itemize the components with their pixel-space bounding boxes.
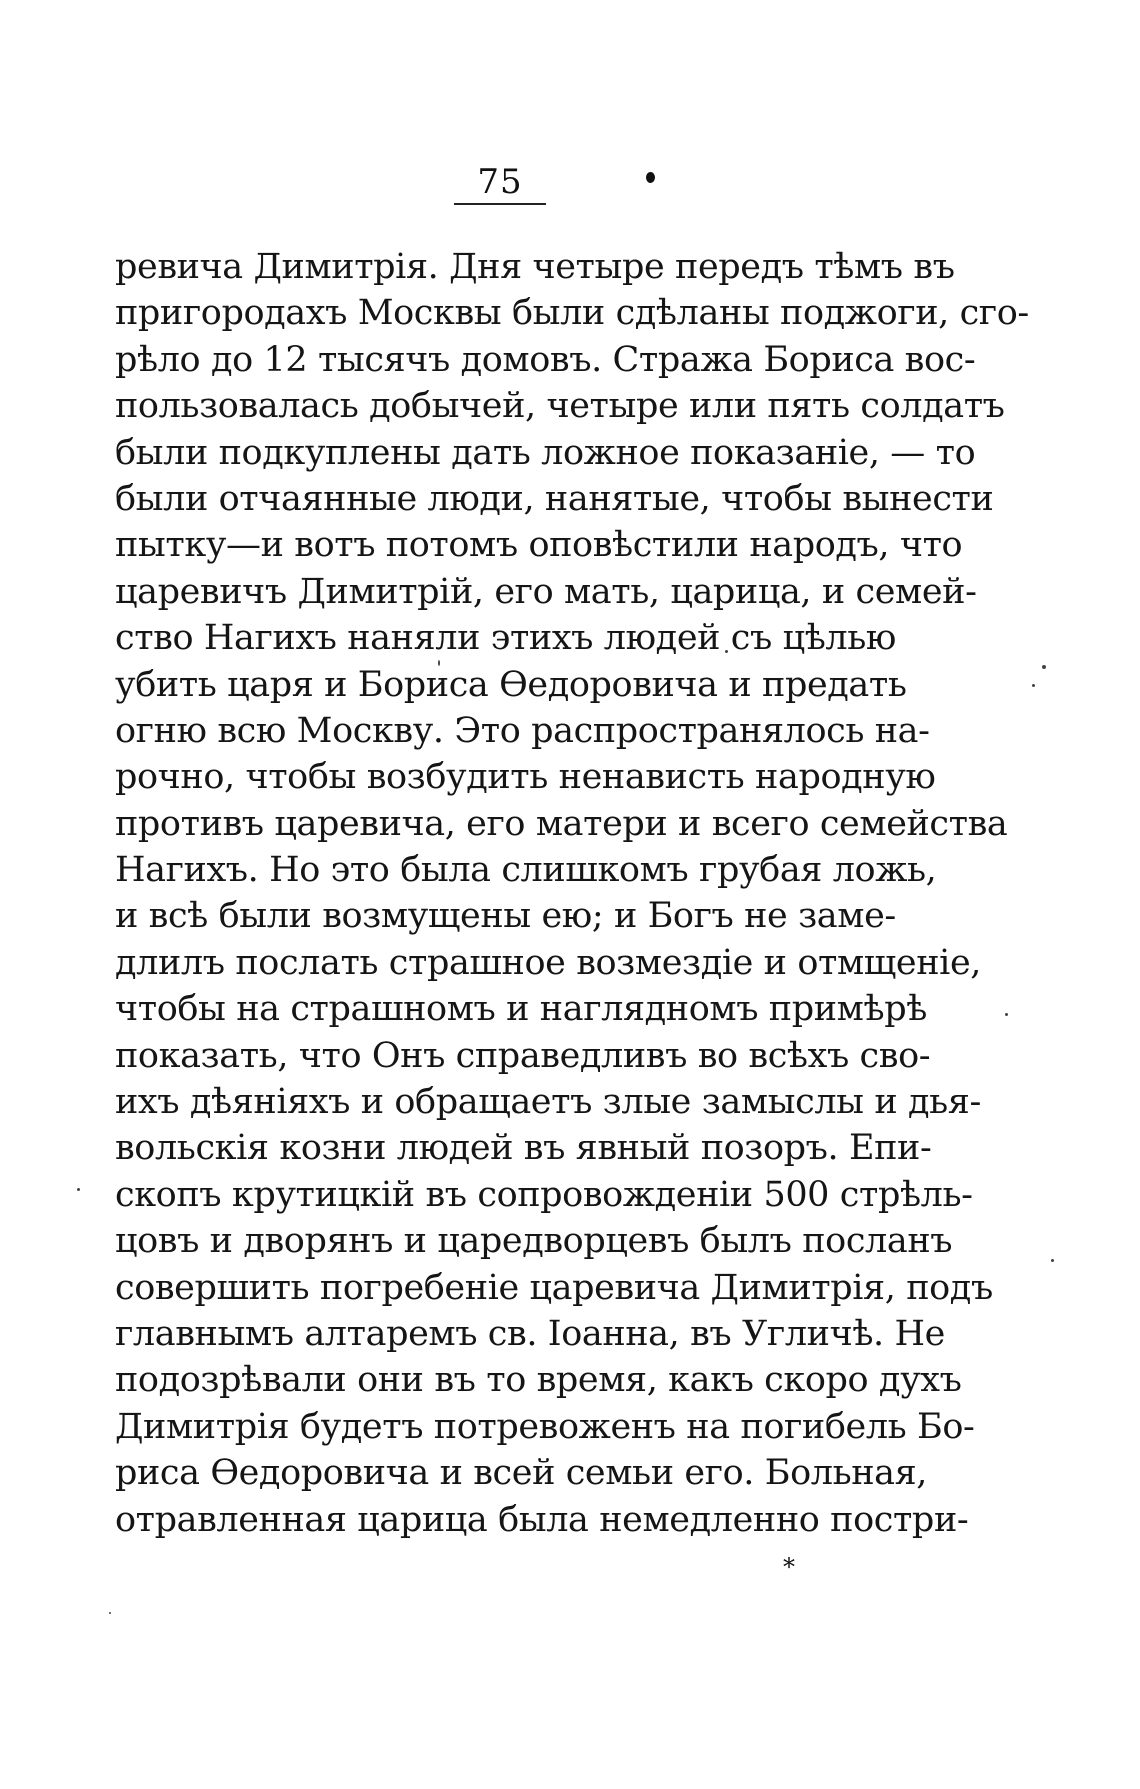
text-line: были подкуплены дать ложное показаніе, — то [115,432,976,473]
text-line: убить царя и Бориса Ѳедоровича и предать [115,664,907,705]
text-line: чтобы на страшномъ и наглядномъ примѣрѣ [115,989,927,1030]
text-line: ство Нагихъ наняли этихъ людей съ цѣлью [115,618,896,659]
text-line: Нагихъ. Но это была слишкомъ грубая ложь, [115,850,937,891]
paper-speck [77,1188,80,1191]
text-line: пригородахъ Москвы были сдѣланы поджоги, сго- [115,293,1029,334]
text-line: и всѣ были возмущены ею; и Богъ не заме- [115,896,896,937]
body-text [115,244,1029,1543]
text-line: рѣло до 12 тысячъ домовъ. Стража Бориса вос- [115,339,976,380]
paper-speck [1042,665,1046,669]
text-line: царевичъ Димитрій, его мать, царица, и семей- [115,571,977,612]
paper-speck [1032,684,1035,687]
text-line: показать, что Онъ справедливъ во всѣхъ сво- [115,1035,931,1076]
text-line: пользовалась добычей, четыре или пять солдатъ [115,386,1005,427]
paper-speck [109,1612,111,1614]
text-line: главнымъ алтаремъ св. Іоанна, въ Угличѣ. Не [115,1313,945,1354]
text-line: цовъ и дворянъ и царедворцевъ былъ посланъ [115,1221,953,1262]
text-line: подозрѣвали они въ то время, какъ скоро духъ [115,1360,962,1401]
print-dot-mark [646,172,655,183]
text-line: вольскія козни людей въ явный позоръ. Епи- [115,1128,932,1169]
text-line: ихъ дѣяніяхъ и обращаетъ злые замыслы и дья- [115,1082,981,1123]
text-line: ревича Димитрія. Дня четыре передъ тѣмъ въ [115,247,955,287]
text-line: рочно, чтобы возбудить ненависть народную [115,757,936,798]
text-line: были отчаянные люди, нанятые, чтобы вынести [115,478,994,519]
asterisk-mark: * [783,1553,795,1581]
paper-speck [1051,1259,1054,1262]
text-line: совершить погребеніе царевича Димитрія, подъ [115,1267,993,1308]
text-line: Димитрія будетъ потревоженъ на погибель Бо- [115,1406,975,1447]
text-line: отравленная царица была немедленно постри- [115,1499,969,1540]
page-number-rule [454,203,546,205]
text-line: скопъ крутицкій въ сопровожденіи 500 стрѣль- [115,1174,973,1215]
text-line: противъ царевича, его матери и всего семейства [115,803,1008,844]
text-line: риса Ѳедоровича и всей семьи его. Больная, [115,1453,928,1494]
text-line: пытку—и вотъ потомъ оповѣстили народъ, что [115,525,963,566]
text-line: огню всю Москву. Это распространялось на- [115,710,930,751]
text-line: длилъ послать страшное возмездіе и отмщеніе, [115,942,981,983]
paper-speck [1005,1013,1008,1016]
page-number: 75 [477,162,523,202]
